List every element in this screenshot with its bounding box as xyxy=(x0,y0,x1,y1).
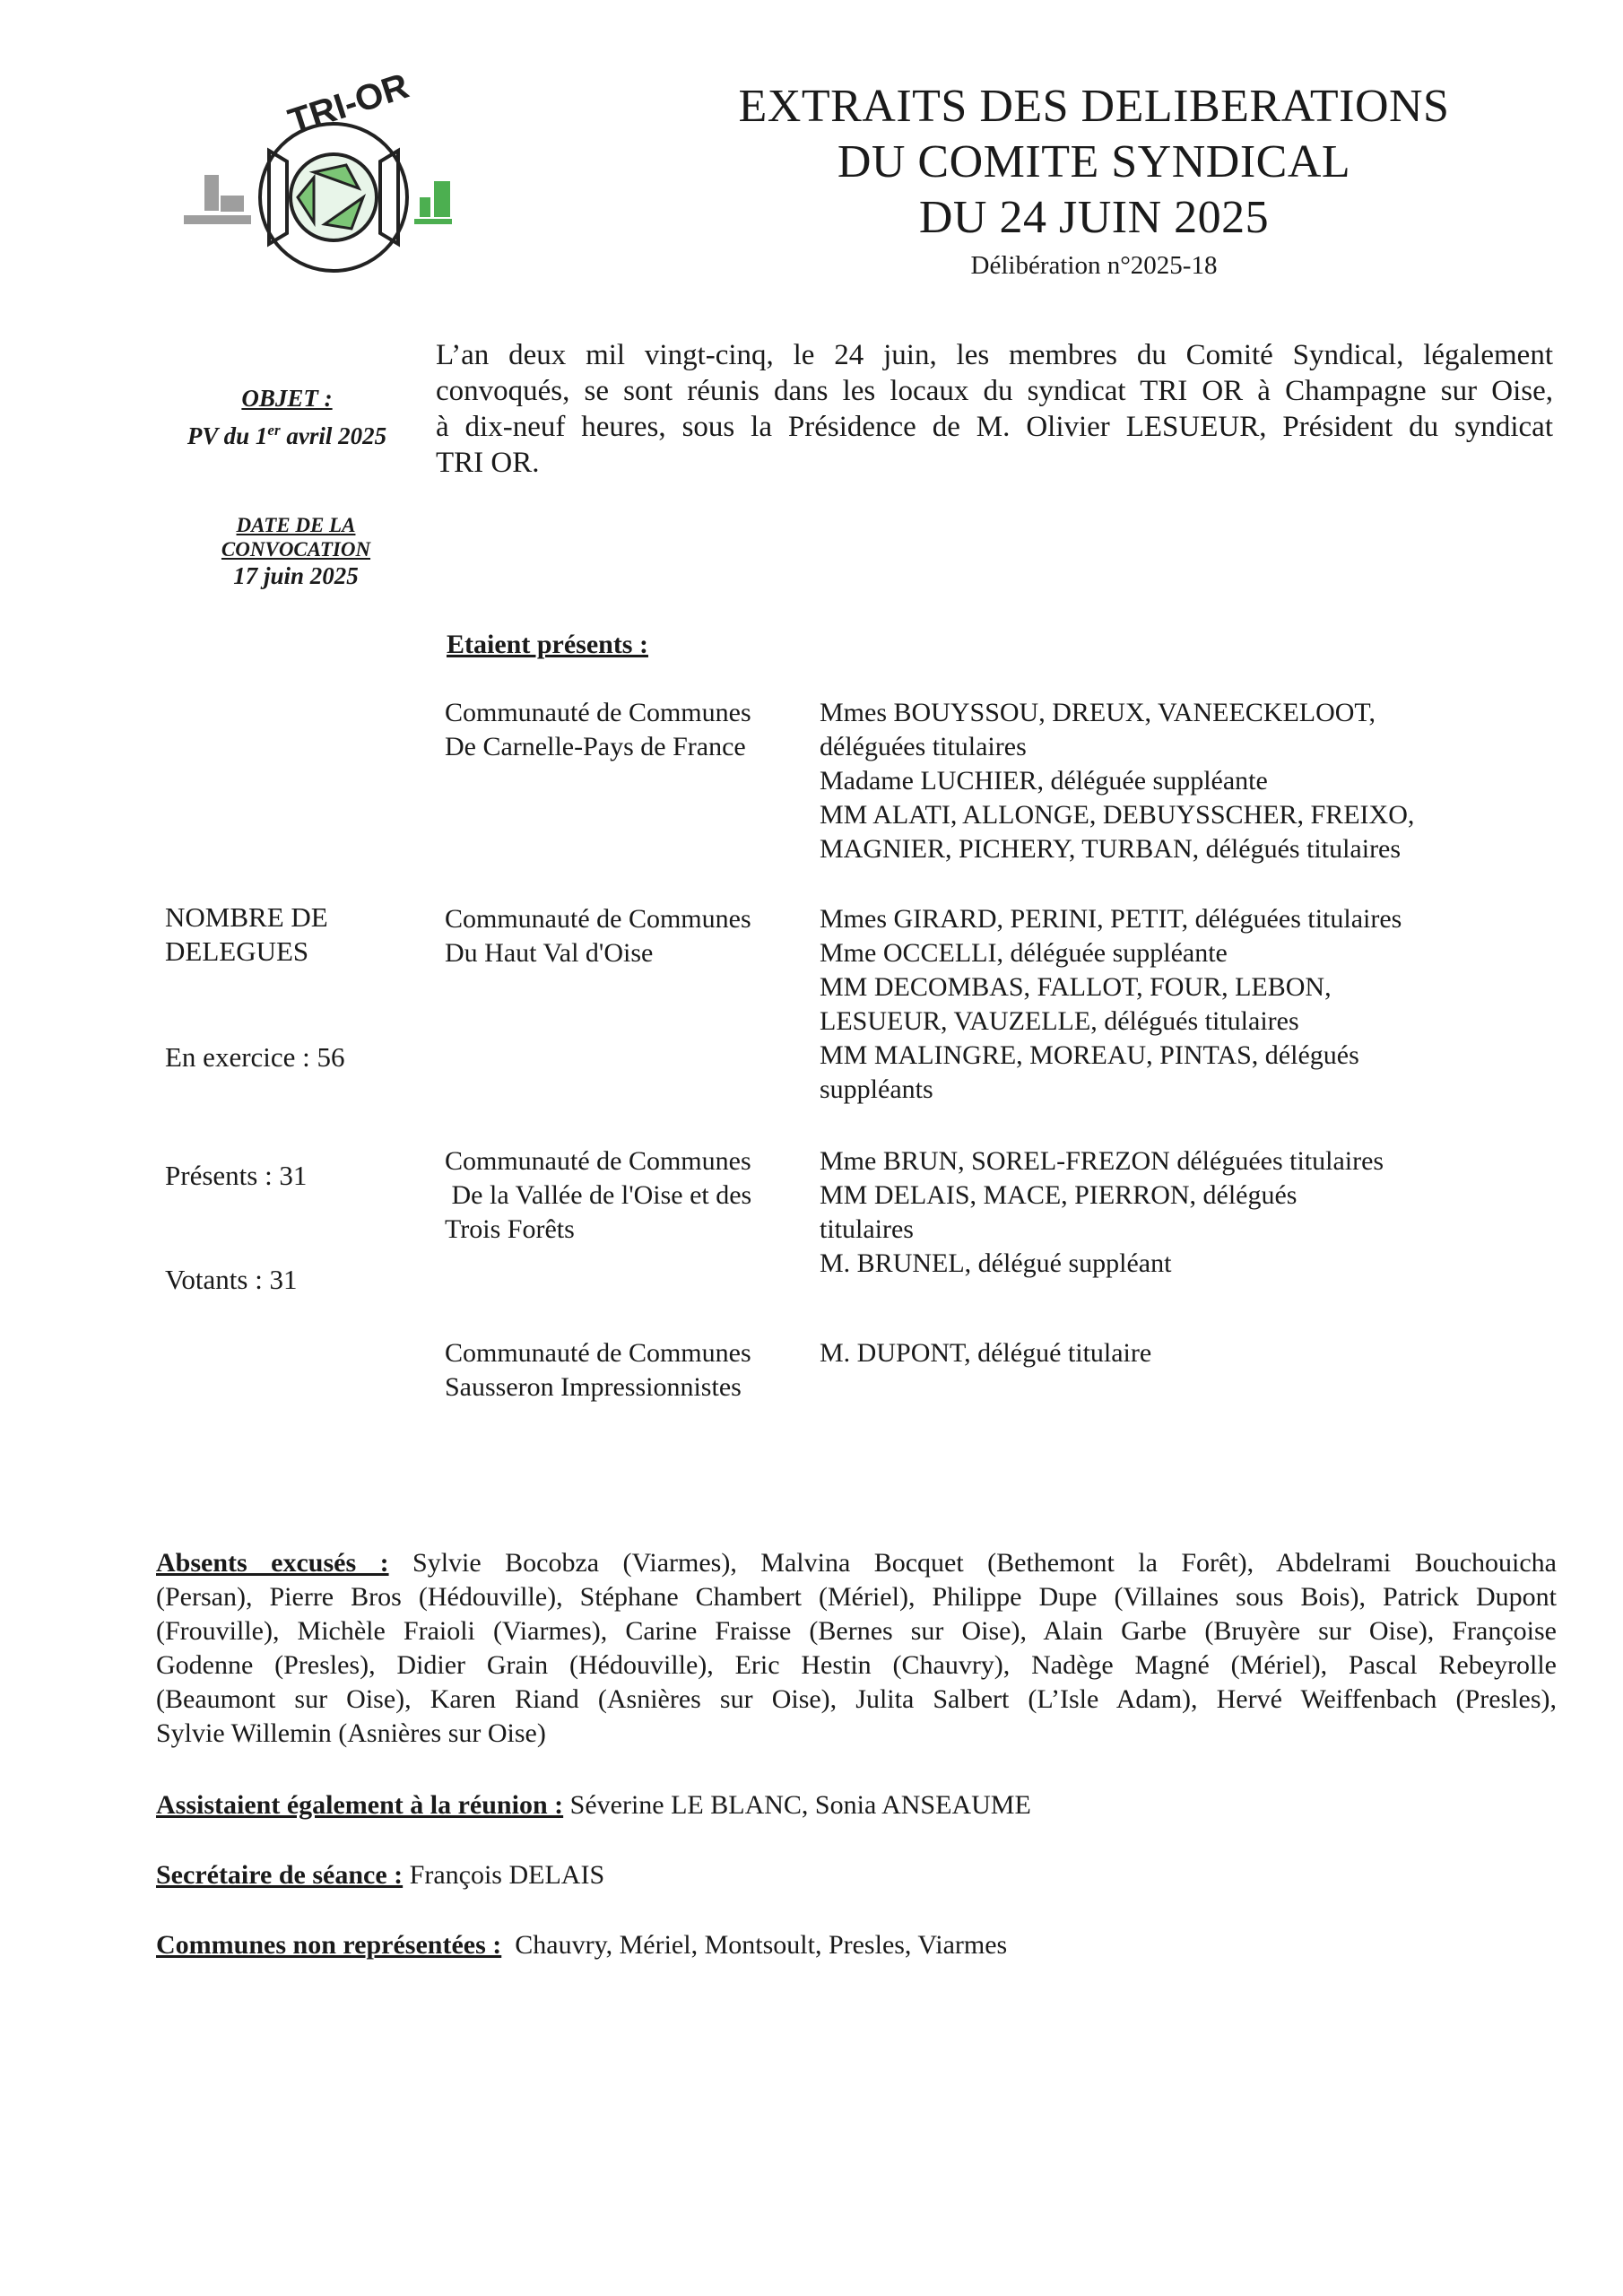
absents-label: Absents excusés : xyxy=(156,1548,389,1578)
convocation-date: 17 juin 2025 xyxy=(233,562,359,589)
delegates-count-label: NOMBRE DE DELEGUES xyxy=(165,901,328,967)
assistaient-value: Séverine LE BLANC, Sonia ANSEAUME xyxy=(563,1790,1031,1820)
document-title xyxy=(628,79,1560,283)
convocation-label-2: CONVOCATION xyxy=(221,538,371,561)
en-exercice: En exercice : 56 xyxy=(165,1041,345,1073)
assistaient-line xyxy=(156,1788,1557,1822)
secretaire-label: Secrétaire de séance : xyxy=(156,1860,404,1890)
non-representees-label: Communes non représentées : xyxy=(156,1930,502,1960)
tri-or-logo xyxy=(179,65,493,278)
secretaire-line xyxy=(156,1858,1557,1892)
absents-line: (Frouville), Michèle Fraioli (Viarmes), Carine Fraisse (Bernes sur Oise), Alain Garbe (Bruyère sur Oise), Françoise xyxy=(156,1616,1557,1646)
votants-count: Votants : 31 xyxy=(165,1264,298,1295)
intro-line: L’an deux mil vingt-cinq, le 24 juin, les membres du Comité Syndical, légalement xyxy=(436,339,1553,371)
community-name: Communauté de Communes De la Vallée de l'Oise et des Trois Forêts xyxy=(445,1146,752,1244)
convocation-block xyxy=(197,513,395,590)
logo-text: TRI-OR xyxy=(283,65,414,143)
intro-paragraph xyxy=(436,337,1553,481)
community-name: Communauté de Communes Du Haut Val d'Oise xyxy=(445,904,751,968)
absents-line: (Persan), Pierre Bros (Hédouville), Stéphane Chambert (Mériel), Philippe Dupe (Villaines sous Bois), Patrick Dupont xyxy=(156,1582,1557,1612)
objet-label: OBJET : xyxy=(241,385,333,412)
intro-line: convoqués, se sont réunis dans les locaux du syndicat TRI OR à Champagne sur Oise, xyxy=(436,375,1553,407)
presents-count: Présents : 31 xyxy=(165,1160,308,1191)
absents-line: Sylvie Willemin (Asnières sur Oise) xyxy=(156,1718,546,1748)
absents-line: Absents excusés : Sylvie Bocobza (Viarmes), Malvina Bocquet (Bethemont la Forêt), Abdelrami Bouchouicha xyxy=(156,1548,1557,1578)
community-delegates: Mme BRUN, SOREL-FREZON déléguées titulaires MM DELAIS, MACE, PIERRON, délégués titulaires M. BRUNEL, délégué suppléant xyxy=(820,1146,1384,1278)
absents-line: (Beaumont sur Oise), Karen Riand (Asnières sur Oise), Julita Salbert (L’Isle Adam), Hervé Weiffenbach (Presles), xyxy=(156,1684,1557,1714)
non-representees-line xyxy=(156,1928,1557,1962)
deliberation-number: Délibération n°2025-18 xyxy=(970,251,1218,280)
objet-block xyxy=(161,382,412,452)
community-name: Communauté de Communes Sausseron Impressionnistes xyxy=(445,1338,751,1402)
community-delegates: Mmes BOUYSSOU, DREUX, VANEECKELOOT, déléguées titulaires Madame LUCHIER, déléguée suppléante MM ALATI, ALLONGE, DEBUYSSCHER, FREIXO, MAGNIER, PICHERY, TURBAN, délégués titulaires xyxy=(820,698,1415,864)
title-line-2: DU COMITE SYNDICAL xyxy=(837,136,1351,187)
assistaient-label: Assistaient également à la réunion : xyxy=(156,1790,564,1820)
convocation-label-1: DATE DE LA xyxy=(236,514,356,536)
community-delegates: M. DUPONT, délégué titulaire xyxy=(820,1338,1152,1368)
non-representees-value: Chauvry, Mériel, Montsoult, Presles, Viarmes xyxy=(501,1930,1008,1960)
title-line-1: EXTRAITS DES DELIBERATIONS xyxy=(738,81,1450,132)
title-line-3: DU 24 JUIN 2025 xyxy=(918,192,1270,243)
objet-value: PV du 1er avril 2025 xyxy=(187,422,387,449)
intro-line: à dix-neuf heures, sous la Présidence de M. Olivier LESUEUR, Président du syndicat xyxy=(436,411,1553,443)
community-name: Communauté de Communes De Carnelle-Pays de France xyxy=(445,698,751,761)
absents-line: Godenne (Presles), Didier Grain (Hédouville), Eric Hestin (Chauvry), Nadège Magné (Mériel), Pascal Rebeyrolle xyxy=(156,1650,1557,1680)
presents-heading: Etaient présents : xyxy=(447,630,648,659)
intro-line: TRI OR. xyxy=(436,447,540,479)
community-delegates: Mmes GIRARD, PERINI, PETIT, déléguées titulaires Mme OCCELLI, déléguée suppléante MM DECOMBAS, FALLOT, FOUR, LEBON, LESUEUR, VAUZELLE, délégués titulaires MM MALINGRE, MOREAU, PINTAS, délégués suppléants xyxy=(820,904,1402,1104)
absents-paragraph xyxy=(156,1546,1557,1751)
secretaire-value: François DELAIS xyxy=(403,1860,605,1890)
